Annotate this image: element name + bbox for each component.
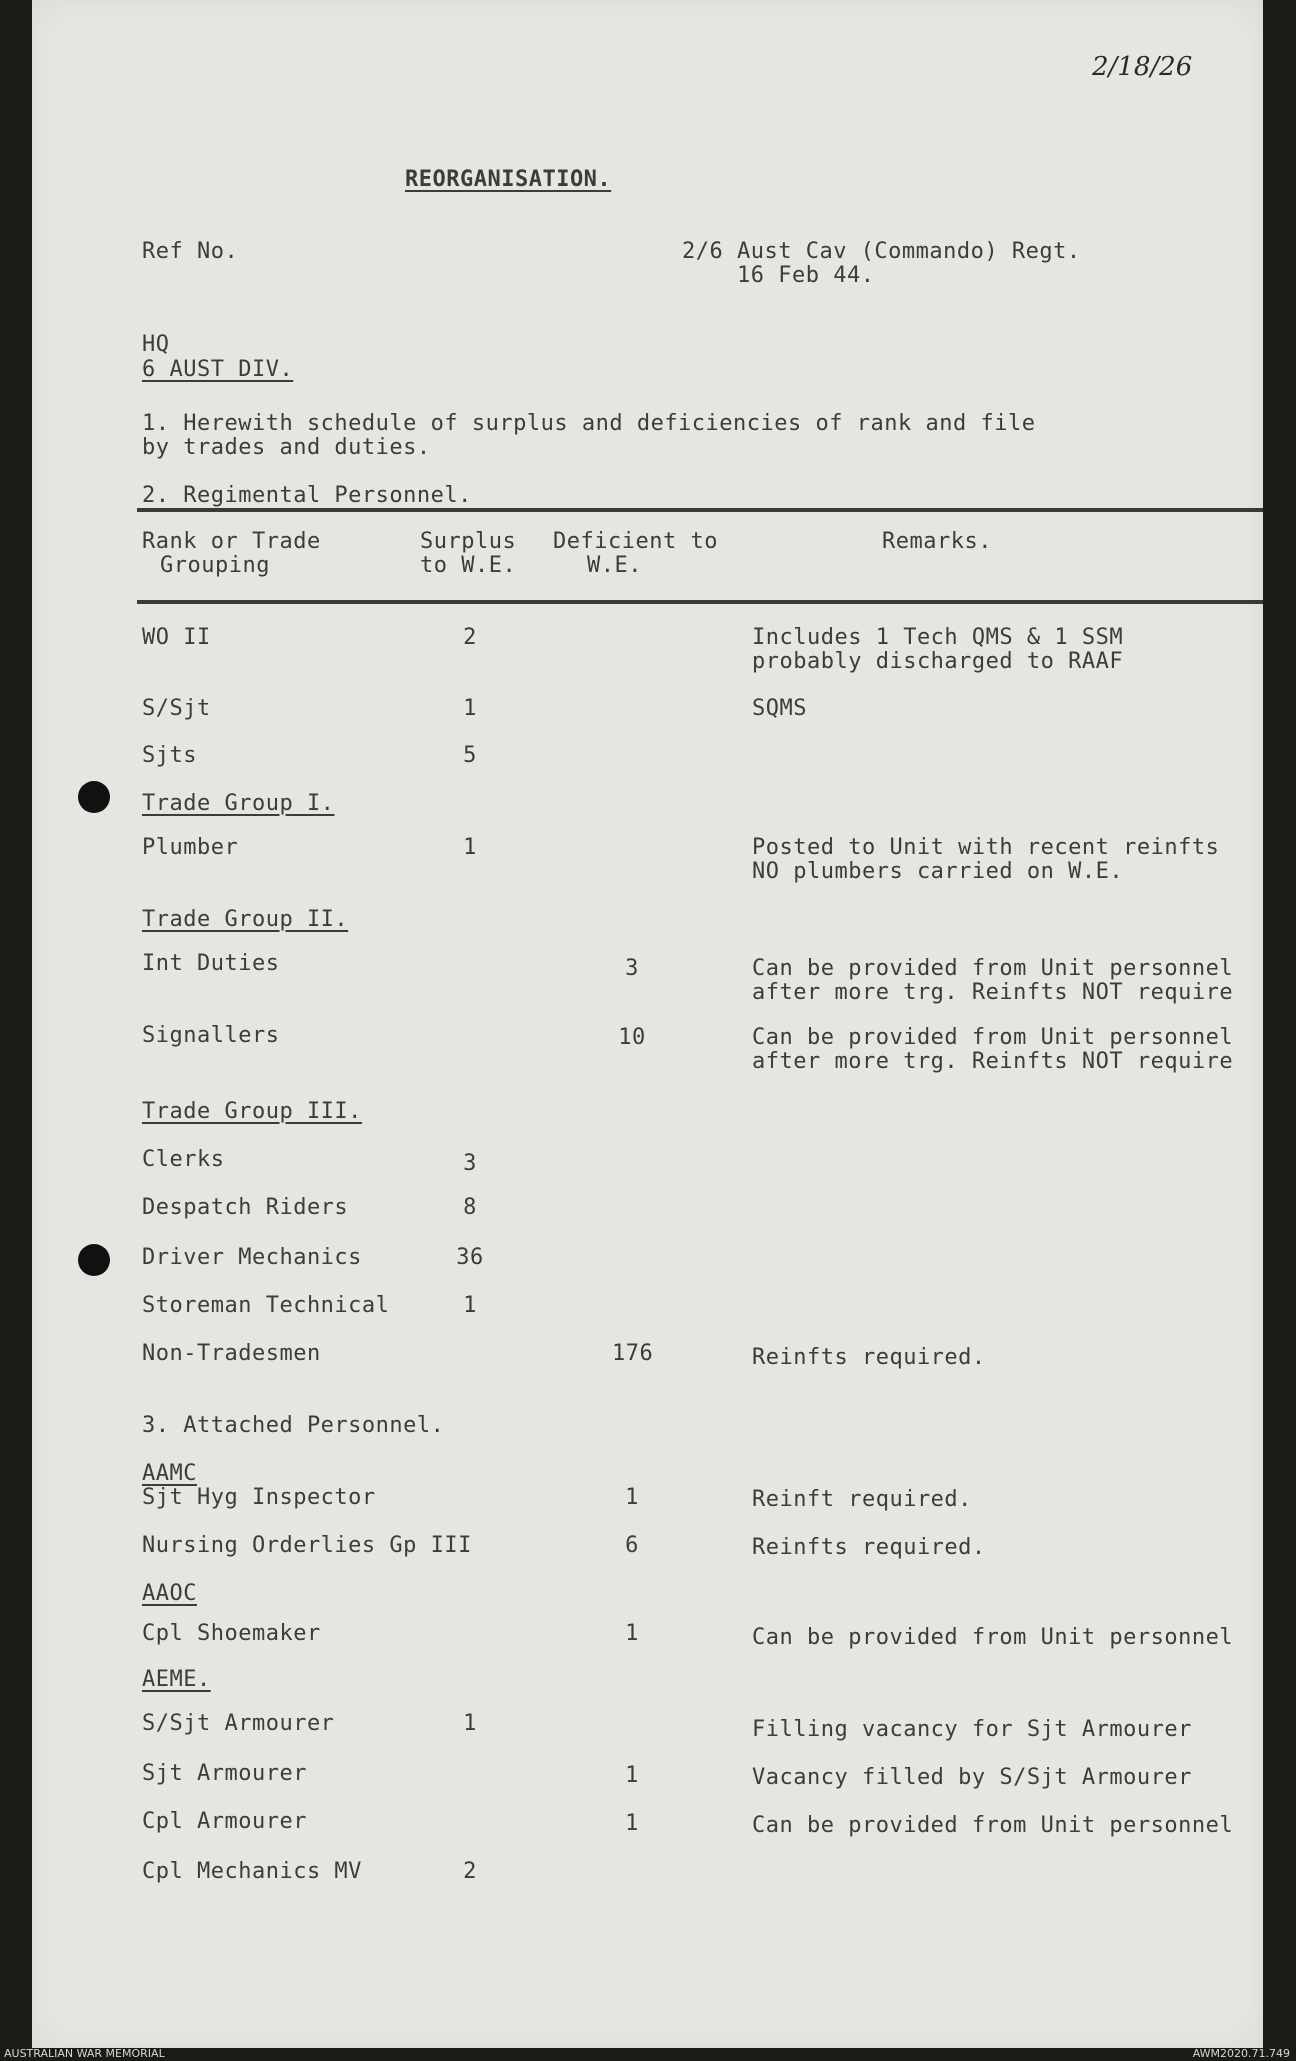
row-remark-wo2-2: probably discharged to RAAF — [752, 649, 1124, 674]
paragraph-1-line-2: by trades and duties. — [142, 435, 431, 460]
row-deficient-sjt-armourer: 1 — [625, 1763, 639, 1788]
row-remark-plumber-1: Posted to Unit with recent reinfts — [752, 835, 1220, 860]
row-surplus-driver-mechanics: 36 — [456, 1245, 484, 1270]
header-surplus-line1: Surplus — [420, 529, 517, 554]
addressee-div: 6 AUST DIV. — [142, 357, 294, 382]
header-deficient-line2: W.E. — [587, 553, 642, 578]
header-remarks: Remarks. — [882, 529, 992, 554]
row-surplus-storeman-technical: 1 — [463, 1293, 477, 1318]
header-rank-line2: Grouping — [160, 553, 270, 578]
row-remark-ssjt: SQMS — [752, 696, 807, 721]
row-remark-ssjt-armourer: Filling vacancy for Sjt Armourer — [752, 1717, 1192, 1742]
row-label-sjt-armourer: Sjt Armourer — [142, 1761, 307, 1786]
row-deficient-cpl-shoemaker: 1 — [625, 1621, 639, 1646]
row-label-cpl-mechanics-mv: Cpl Mechanics MV — [142, 1859, 362, 1884]
row-surplus-ssjt-armourer: 1 — [463, 1711, 477, 1736]
row-label-storeman-technical: Storeman Technical — [142, 1293, 390, 1318]
header-rank-line1: Rank or Trade — [142, 529, 321, 554]
row-label-hyg-inspector: Sjt Hyg Inspector — [142, 1485, 376, 1510]
row-deficient-cpl-armourer: 1 — [625, 1811, 639, 1836]
row-surplus-wo2: 2 — [463, 625, 477, 650]
row-label-plumber: Plumber — [142, 835, 239, 860]
row-label-clerks: Clerks — [142, 1147, 225, 1172]
header-deficient-line1: Deficient to — [553, 529, 718, 554]
row-deficient-non-tradesmen: 176 — [612, 1341, 654, 1366]
row-label-non-tradesmen: Non-Tradesmen — [142, 1341, 321, 1366]
row-remark-int-duties-2: after more trg. Reinfts NOT require — [752, 980, 1234, 1005]
row-remark-plumber-2: NO plumbers carried on W.E. — [752, 859, 1124, 884]
row-remark-nursing-orderlies: Reinfts required. — [752, 1535, 986, 1560]
row-surplus-ssjt: 1 — [463, 696, 477, 721]
row-remark-wo2-1: Includes 1 Tech QMS & 1 SSM — [752, 625, 1124, 650]
row-surplus-cpl-mechanics-mv: 2 — [463, 1859, 477, 1884]
date-line: 16 Feb 44. — [737, 263, 875, 288]
row-remark-cpl-armourer: Can be provided from Unit personnel — [752, 1813, 1234, 1838]
row-remark-hyg-inspector: Reinft required. — [752, 1487, 972, 1512]
row-label-ssjt-armourer: S/Sjt Armourer — [142, 1711, 335, 1736]
document-title: REORGANISATION. — [405, 167, 612, 192]
row-deficient-hyg-inspector: 1 — [625, 1485, 639, 1510]
unit-line: 2/6 Aust Cav (Commando) Regt. — [682, 239, 1081, 264]
section-3-heading: 3. Attached Personnel. — [142, 1413, 445, 1438]
row-remark-signallers-2: after more trg. Reinfts NOT require — [752, 1049, 1234, 1074]
row-remark-sjt-armourer: Vacancy filled by S/Sjt Armourer — [752, 1765, 1192, 1790]
handwritten-reference: 2/18/26 — [1092, 52, 1193, 82]
row-deficient-int-duties: 3 — [625, 956, 639, 981]
row-label-nursing-orderlies: Nursing Orderlies Gp III — [142, 1533, 472, 1558]
row-label-wo2: WO II — [142, 625, 211, 650]
trade-group-3-heading: Trade Group III. — [142, 1099, 362, 1124]
row-surplus-despatch-riders: 8 — [463, 1195, 477, 1220]
row-surplus-clerks: 3 — [463, 1151, 477, 1176]
row-label-sjts: Sjts — [142, 743, 197, 768]
aamc-heading: AAMC — [142, 1461, 197, 1486]
punch-hole-top — [78, 781, 110, 813]
trade-group-2-heading: Trade Group II. — [142, 907, 349, 932]
footer-institution: AUSTRALIAN WAR MEMORIAL — [4, 2047, 165, 2060]
ref-label: Ref No. — [142, 239, 239, 264]
row-label-despatch-riders: Despatch Riders — [142, 1195, 349, 1220]
row-surplus-plumber: 1 — [463, 835, 477, 860]
row-remark-cpl-shoemaker: Can be provided from Unit personnel — [752, 1625, 1234, 1650]
punch-hole-bottom — [78, 1244, 110, 1276]
addressee-hq: HQ — [142, 332, 170, 357]
trade-group-1-heading: Trade Group I. — [142, 791, 335, 816]
row-label-driver-mechanics: Driver Mechanics — [142, 1245, 362, 1270]
row-remark-non-tradesmen: Reinfts required. — [752, 1345, 986, 1370]
row-deficient-nursing-orderlies: 6 — [625, 1533, 639, 1558]
document-page — [32, 0, 1263, 2048]
header-surplus-line2: to W.E. — [420, 553, 517, 578]
row-remark-signallers-1: Can be provided from Unit personnel — [752, 1025, 1234, 1050]
row-surplus-sjts: 5 — [463, 743, 477, 768]
row-label-signallers: Signallers — [142, 1023, 280, 1048]
footer-accession-number: AWM2020.71.749 — [1192, 2047, 1290, 2060]
row-deficient-signallers: 10 — [618, 1025, 646, 1050]
section-2-heading: 2. Regimental Personnel. — [142, 483, 472, 508]
row-label-cpl-shoemaker: Cpl Shoemaker — [142, 1621, 321, 1646]
paragraph-1-line-1: 1. Herewith schedule of surplus and deficiencies of rank and file — [142, 411, 1036, 436]
row-label-int-duties: Int Duties — [142, 951, 280, 976]
header-top-rule — [137, 508, 1263, 512]
row-remark-int-duties-1: Can be provided from Unit personnel — [752, 956, 1234, 981]
aaoc-heading: AAOC — [142, 1581, 197, 1606]
row-label-cpl-armourer: Cpl Armourer — [142, 1809, 307, 1834]
header-bottom-rule — [137, 600, 1263, 604]
aeme-heading: AEME. — [142, 1667, 211, 1692]
row-label-ssjt: S/Sjt — [142, 696, 211, 721]
